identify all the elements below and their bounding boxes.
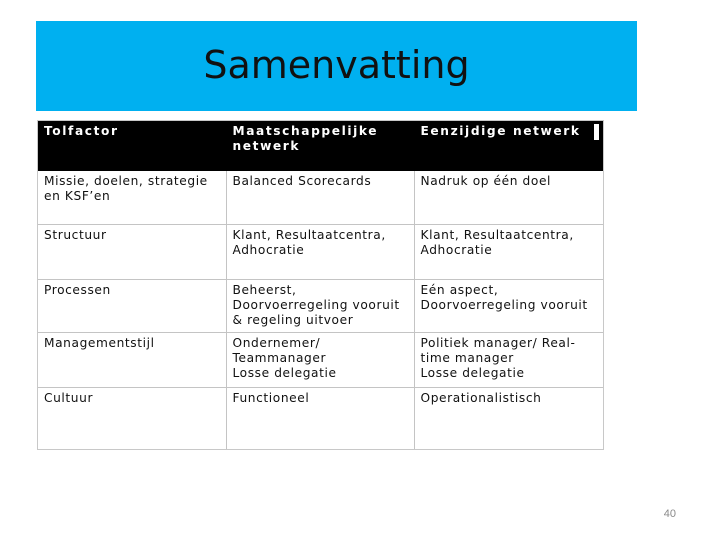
table-row: [38, 332, 603, 387]
table-cell: Beheerst, Doorvoerregeling vooruit & regeling uitvoer: [226, 279, 414, 332]
table-cell: Klant, Resultaatcentra, Adhocratie: [414, 224, 603, 279]
header-tolfactor: Tolfactor: [38, 121, 226, 171]
table-cell: Klant, Resultaatcentra, Adhocratie: [226, 224, 414, 279]
summary-table: [38, 121, 603, 450]
table-cell: Operationalistisch: [420, 390, 542, 405]
table-cell: Cultuur: [38, 387, 226, 450]
header-maatschappelijke-netwerk: Maatschappelijke netwerk: [226, 121, 414, 171]
table-header-row: [38, 121, 603, 171]
table-row: [38, 224, 603, 279]
table-cell: Balanced Scorecards: [226, 171, 414, 224]
title-bar: [36, 21, 637, 111]
scan-artifact: [594, 124, 599, 140]
page-number: 40: [663, 508, 676, 520]
table-cell: Processen: [38, 279, 226, 332]
slide-title: Samenvatting: [203, 43, 470, 87]
table-row: [38, 171, 603, 224]
table-cell: Ondernemer/ Teammanager Losse delegatie: [226, 332, 414, 387]
table-row: [38, 387, 603, 450]
table-cell: Eén aspect, Doorvoerregeling vooruit: [414, 279, 603, 332]
table-cell: Structuur: [38, 224, 226, 279]
summary-table-image: [37, 120, 604, 450]
table-cell: Politiek manager/ Real- time manager Losse delegatie: [414, 332, 603, 387]
table-row: [38, 279, 603, 332]
header-eenzijdige-netwerk: Eenzijdige netwerk: [414, 121, 603, 171]
table-cell: Missie, doelen, strategie en KSF’en: [38, 171, 226, 224]
table-cell: Managementstijl: [38, 332, 226, 387]
table-cell: Nadruk op één doel: [414, 171, 603, 224]
table-cell: Functioneel: [226, 387, 414, 450]
